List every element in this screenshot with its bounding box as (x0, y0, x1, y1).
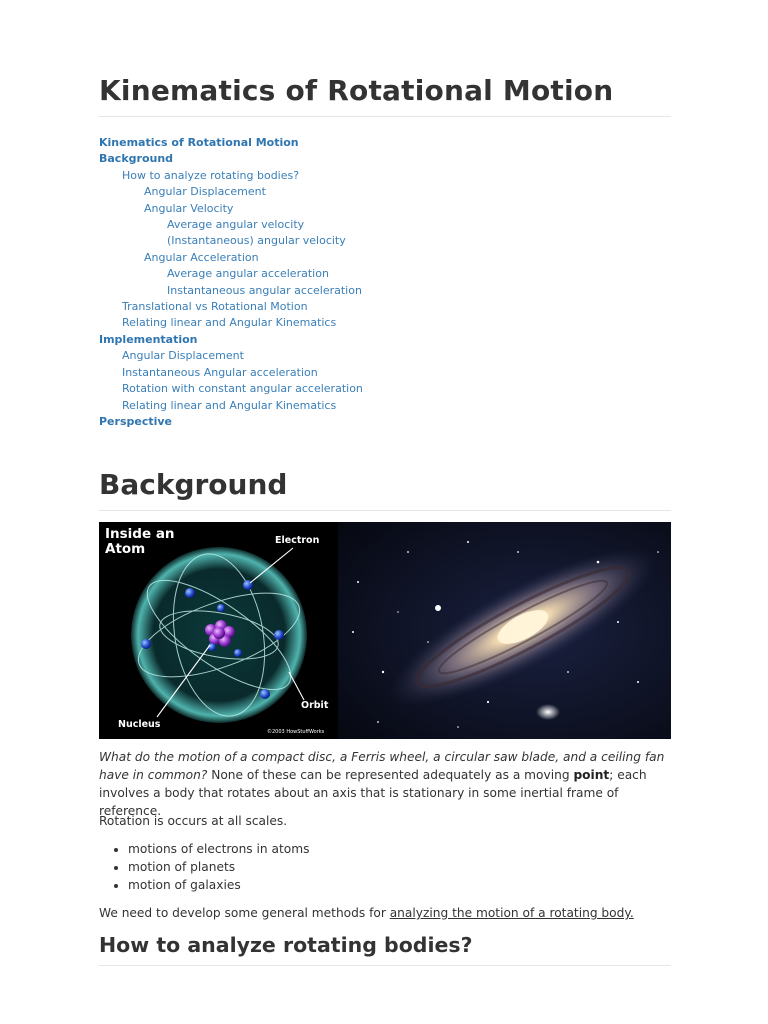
intro-text-2: ; each involves a body that rotates about an axis that is stationary in some inertial frame of reference. (99, 768, 647, 818)
toc-link[interactable]: Rotation with constant angular acceleration (122, 382, 363, 396)
galaxy-illustration (338, 522, 671, 739)
list-item: • motion of galaxies (128, 876, 309, 894)
section-heading-background: Background (99, 468, 288, 501)
toc-link[interactable]: How to analyze rotating bodies? (122, 168, 300, 182)
toc-link[interactable]: Instantaneous angular acceleration (167, 283, 362, 297)
toc-link[interactable]: Instantaneous Angular acceleration (122, 365, 318, 379)
toc-link[interactable]: Perspective (99, 414, 173, 428)
toc-link[interactable]: Average angular acceleration (167, 267, 329, 281)
electron-label: Electron (275, 535, 320, 546)
page-title: Kinematics of Rotational Motion (99, 74, 614, 107)
section-divider (99, 510, 671, 511)
toc-link[interactable]: (Instantaneous) angular velocity (167, 234, 346, 248)
orbit-label: Orbit (301, 700, 329, 711)
paragraph-methods (99, 904, 671, 922)
image-credit: ©2003 HowStuffWorks (267, 729, 325, 735)
galaxy-image (338, 522, 671, 739)
atom-title (105, 527, 175, 557)
toc-link[interactable]: Relating linear and Angular Kinematics (122, 316, 337, 330)
title-divider (99, 116, 671, 117)
toc-link[interactable]: Kinematics of Rotational Motion (99, 136, 299, 149)
toc-link[interactable]: Background (99, 152, 174, 166)
intro-question: What do the motion of a compact disc, a Ferris wheel, a circular saw blade, and a ceiling fan have in common? (99, 750, 665, 782)
nucleus-label: Nucleus (118, 719, 161, 730)
methods-text: We need to develop some general methods for (99, 906, 390, 920)
subheading-divider (99, 965, 671, 966)
list-item: • motions of electrons in atoms (128, 840, 309, 858)
toc-link[interactable]: Angular Displacement (122, 349, 244, 363)
methods-link[interactable]: analyzing the motion of a rotating body. (389, 906, 634, 920)
toc-link[interactable]: Angular Velocity (144, 201, 234, 215)
intro-bold-point: point (573, 768, 610, 782)
paragraph-rotation-scales: Rotation is occurs at all scales. (99, 814, 288, 828)
toc-link[interactable]: Average angular velocity (167, 218, 305, 232)
intro-text-1: None of these can be represented adequately as a moving (207, 768, 574, 782)
toc-link[interactable]: Translational vs Rotational Motion (122, 300, 308, 314)
paragraph-intro (99, 748, 671, 820)
atom-diagram-image (99, 522, 338, 739)
toc-link[interactable]: Relating linear and Angular Kinematics (122, 398, 337, 412)
toc-link[interactable]: Implementation (99, 332, 198, 346)
list-item: • motion of planets (128, 858, 309, 876)
toc-link[interactable]: Angular Acceleration (144, 250, 259, 264)
toc-link[interactable]: Angular Displacement (144, 185, 266, 199)
hero-image (99, 522, 671, 739)
table-of-contents (99, 135, 671, 430)
scales-list (99, 840, 309, 894)
atom-title-line1: Inside an (105, 526, 175, 542)
subheading-how-to-analyze: How to analyze rotating bodies? (99, 933, 473, 957)
atom-title-line2: Atom (105, 541, 146, 557)
